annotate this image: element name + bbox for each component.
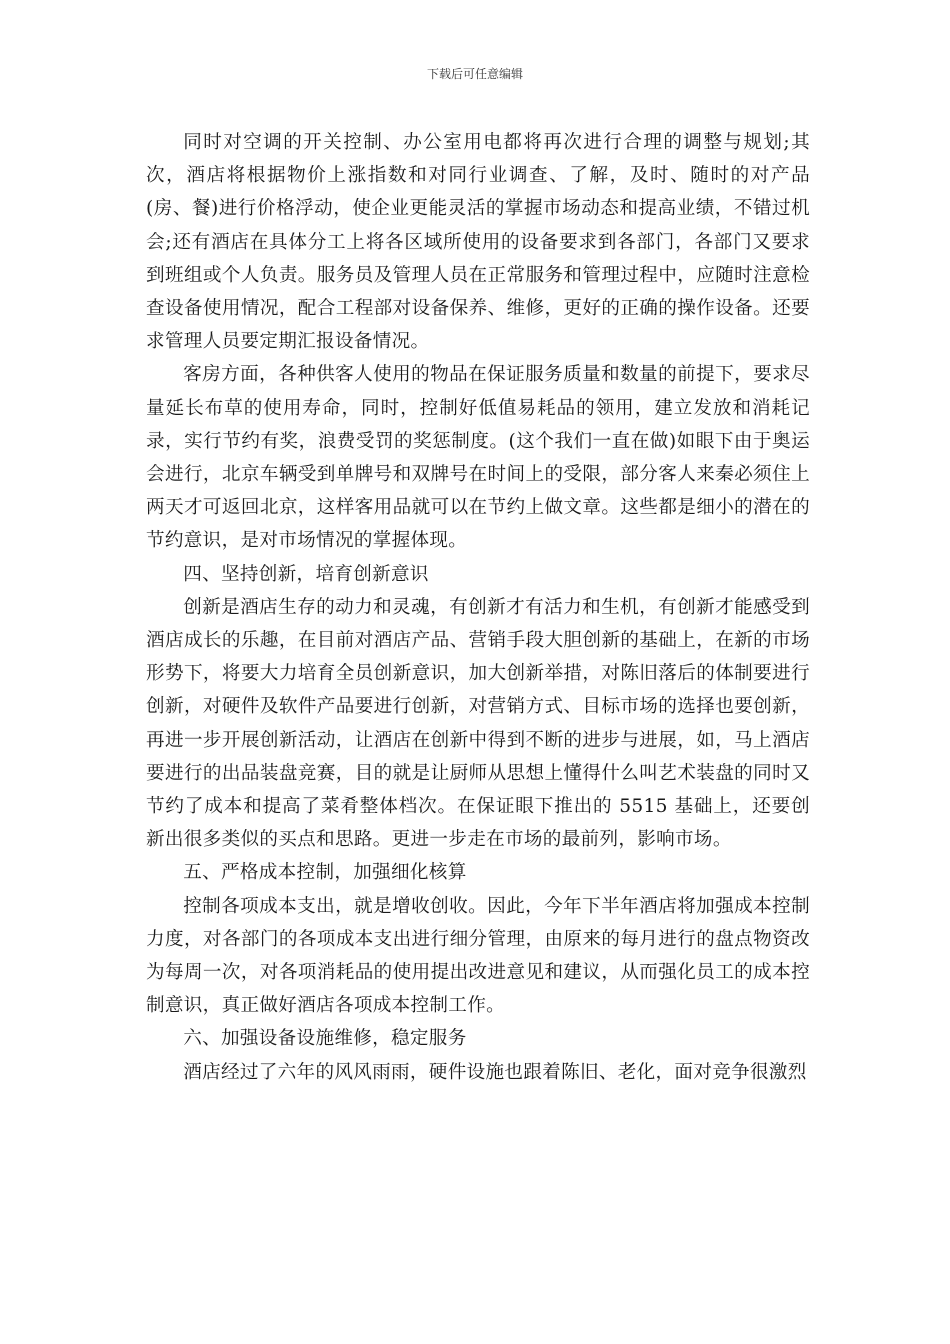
section-heading-equipment-maintenance: 六、加强设备设施维修，稳定服务	[183, 1028, 467, 1050]
paragraph-cost-control: 控制各项成本支出，就是增收创收。因此，今年下半年酒店将加强成本控制力度，对各部门的各项成本支出进行细分管理，由原来的每月进行的盘点物资改为每周一次，对各项消耗品的使用提出改进意见和建议，从而强化员工的成本控制意识，真正做好酒店各项成本控制工作。	[146, 895, 810, 1017]
section-heading-innovation: 四、坚持创新，培育创新意识	[183, 563, 429, 585]
section-heading-cost-control: 五、严格成本控制，加强细化核算	[183, 862, 467, 884]
paragraph-guest-room-savings: 客房方面，各种供客人使用的物品在保证服务质量和数量的前提下，要求尽量延长布草的使用寿命，同时，控制好低值易耗品的领用，建立发放和消耗记录，实行节约有奖，浪费受罚的奖惩制度。(这个我们一直在做)如眼下由于奥运会进行，北京车辆受到单牌号和双牌号在时间上的受限，部分客人来秦必须住上两天才可返回北京，这样客用品就可以在节约上做文章。这些都是细小的潜在的节约意识，是对市场情况的掌握体现。	[146, 364, 810, 552]
paragraph-equipment-maintenance: 酒店经过了六年的风风雨雨，硬件设施也跟着陈旧、老化，面对竞争很激烈	[183, 1061, 807, 1083]
paragraph-equipment-management: 同时对空调的开关控制、办公室用电都将再次进行合理的调整与规划;其次，酒店将根据物价上涨指数和对同行业调查、了解，及时、随时的对产品(房、餐)进行价格浮动，使企业更能灵活的掌握市场动态和提高业绩，不错过机会;还有酒店在具体分工上将各区域所使用的设备要求到各部门，各部门又要求到班组或个人负责。服务员及管理人员在正常服务和管理过程中，应随时注意检查设备使用情况，配合工程部对设备保养、维修，更好的正确的操作设备。还要求管理人员要定期汇报设备情况。	[146, 132, 810, 353]
document-body	[146, 126, 810, 1089]
paragraph-innovation: 创新是酒店生存的动力和灵魂，有创新才有活力和生机，有创新才能感受到酒店成长的乐趣，在目前对酒店产品、营销手段大胆创新的基础上，在新的市场形势下，将要大力培育全员创新意识，加大创新举措，对陈旧落后的体制要进行创新，对硬件及软件产品要进行创新，对营销方式、目标市场的选择也要创新，再进一步开展创新活动，让酒店在创新中得到不断的进步与进展，如，马上酒店要进行的出品装盘竞赛，目的就是让厨师从思想上懂得什么叫艺术装盘的同时又节约了成本和提高了菜肴整体档次。在保证眼下推出的 5515 基础上，还要创新出很多类似的买点和思路。更进一步走在市场的最前列，影响市场。	[146, 596, 810, 851]
page-header: 下载后可任意编辑	[426, 67, 523, 81]
